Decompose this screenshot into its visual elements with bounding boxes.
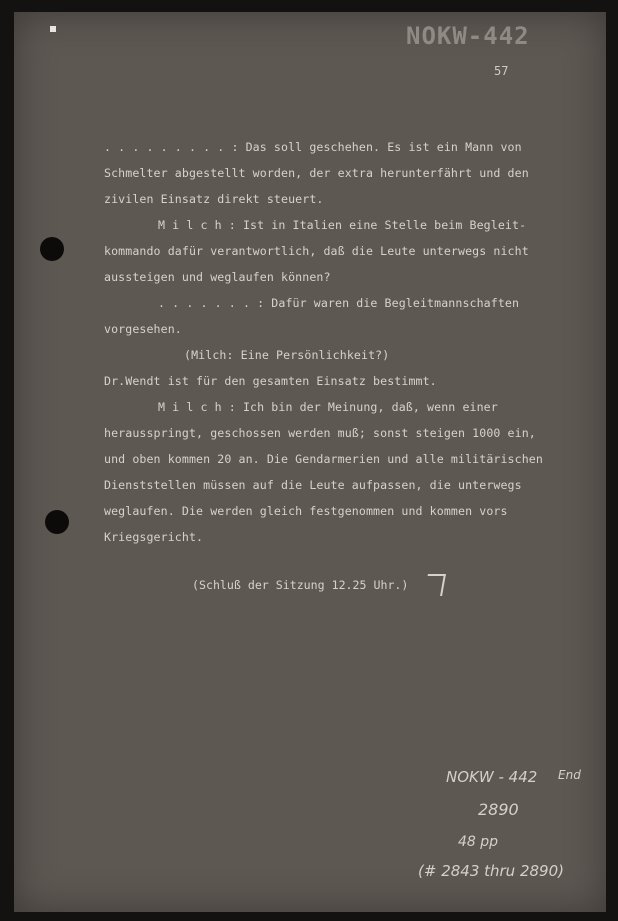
- text-line: Dienststellen müssen auf die Leute aufpassen, die unterwegs: [104, 478, 522, 492]
- text-line: . . . . . . . : Dafür waren die Begleitmannschaften: [158, 296, 520, 310]
- document-stamp: NOKW-442: [406, 22, 530, 50]
- handwritten-reference: NOKW - 442: [446, 768, 538, 786]
- handwritten-number: 2890: [478, 800, 519, 819]
- handwritten-range: (# 2843 thru 2890): [418, 862, 564, 880]
- text-line: kommando dafür verantwortlich, daß die Leute unterwegs nicht: [104, 244, 529, 258]
- text-line: aussteigen und weglaufen können?: [104, 270, 331, 284]
- punch-hole: [45, 510, 69, 534]
- text-line: herausspringt, geschossen werden muß; sonst steigen 1000 ein,: [104, 426, 536, 440]
- text-line: M i l c h : Ist in Italien eine Stelle beim Begleit-: [158, 218, 527, 232]
- corner-mark: [50, 26, 56, 32]
- text-line: und oben kommen 20 an. Die Gendarmerien und alle militärischen: [104, 452, 543, 466]
- punch-hole: [40, 237, 64, 261]
- text-line: weglaufen. Die werden gleich festgenommen und kommen vors: [104, 504, 508, 518]
- handwritten-end-note: End: [558, 768, 581, 782]
- handwritten-page-count: 48 pp: [458, 834, 499, 850]
- text-line: M i l c h : Ich bin der Meinung, daß, wenn einer: [158, 400, 498, 414]
- text-line: Schmelter abgestellt worden, der extra herunterfährt und den: [104, 166, 529, 180]
- closing-line: (Schluß der Sitzung 12.25 Uhr.): [192, 578, 409, 592]
- text-line: Kriegsgericht.: [104, 530, 204, 544]
- text-line: zivilen Einsatz direkt steuert.: [104, 192, 324, 206]
- text-line: . . . . . . . . . : Das soll geschehen. Es ist ein Mann von: [104, 140, 522, 154]
- page-number: 57: [494, 64, 509, 78]
- text-line: (Milch: Eine Persönlichkeit?): [184, 348, 390, 362]
- text-line: vorgesehen.: [104, 322, 182, 336]
- text-line: Dr.Wendt ist für den gesamten Einsatz bestimmt.: [104, 374, 437, 388]
